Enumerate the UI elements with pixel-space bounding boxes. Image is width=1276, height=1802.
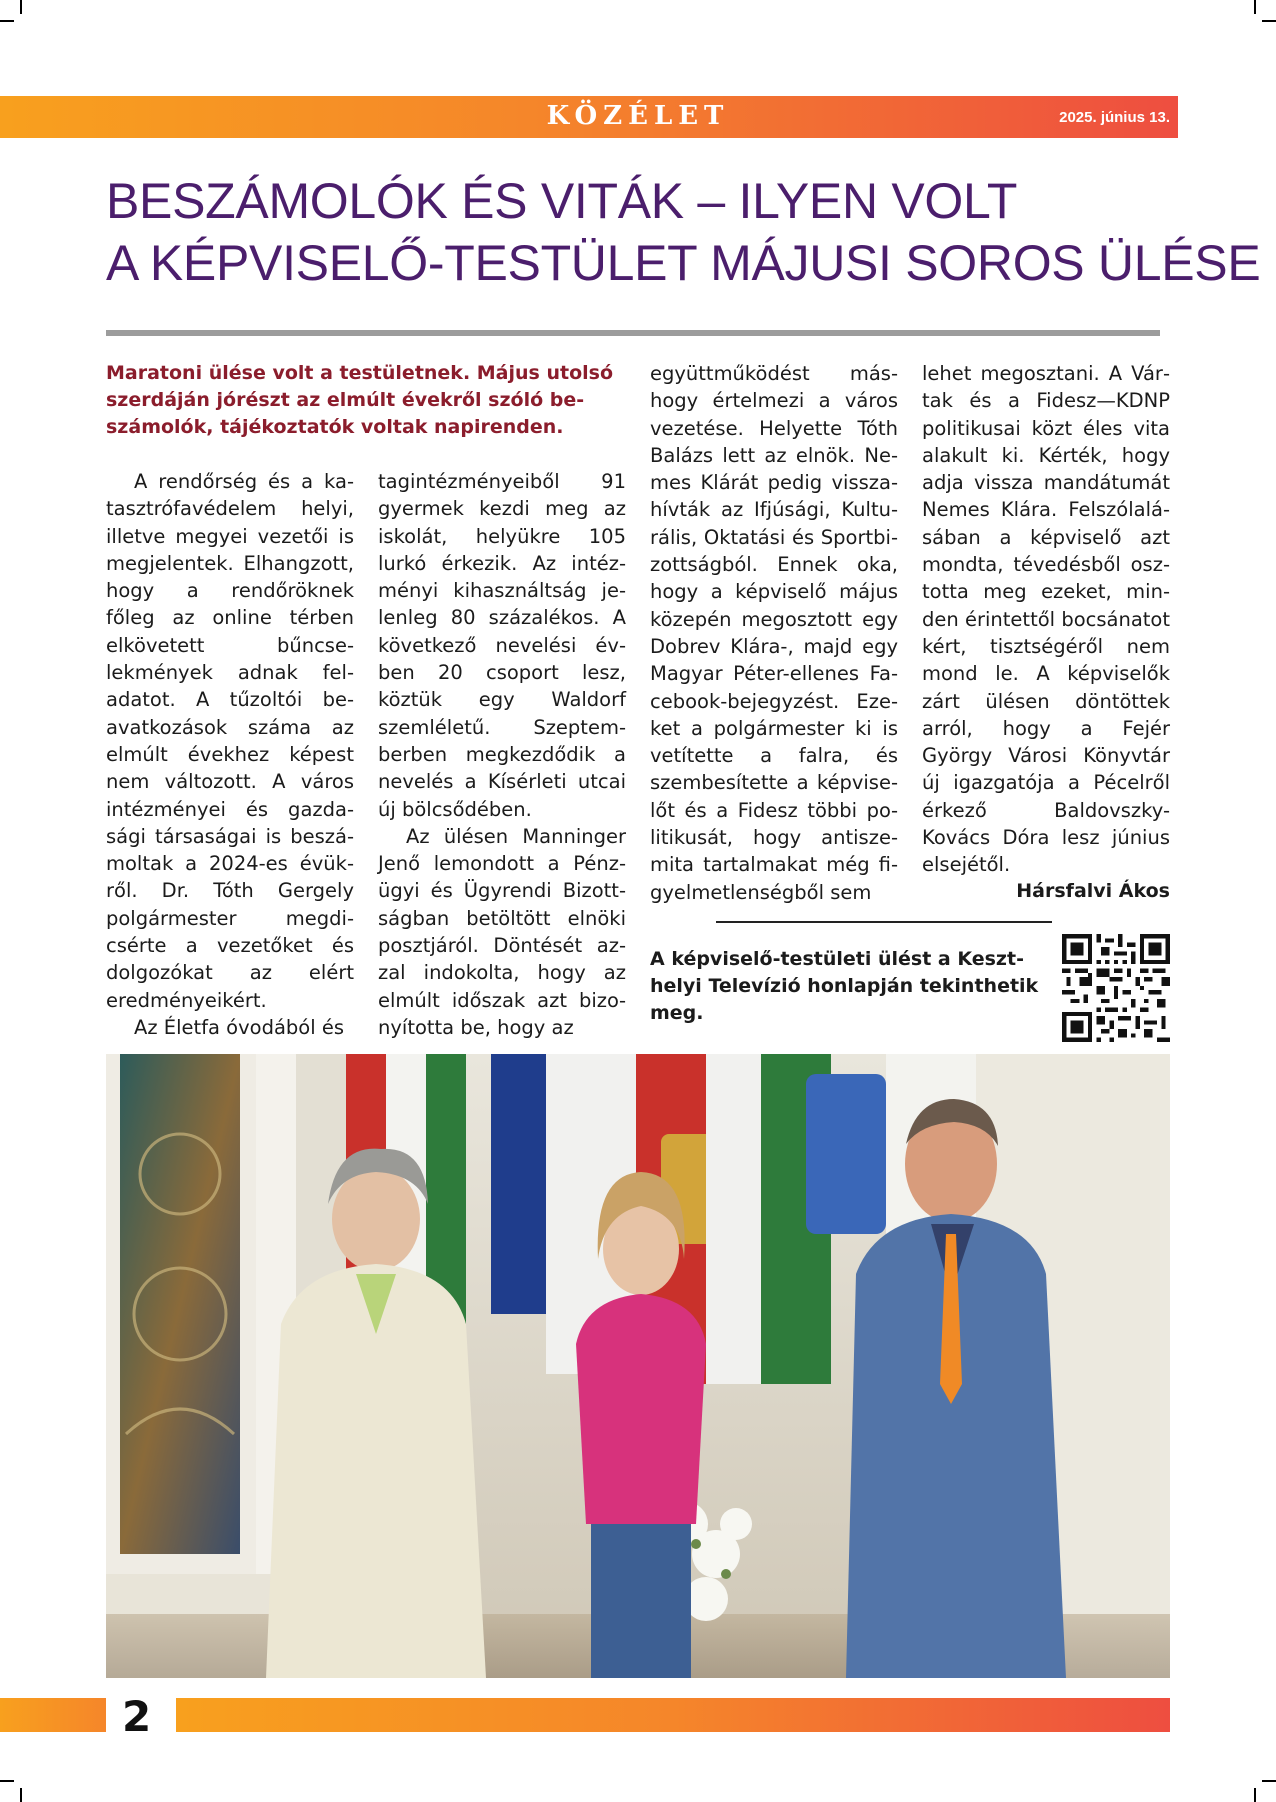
footer-bar-left — [0, 1698, 106, 1732]
paragraph: tagintézményeiből 91 gyermek kezdi meg az iskolát, helyükre 105 lurkó érkezik. Az intézményi kihasználtság jelenleg 80 százalékos. A következő nevelési évben 20 csoport lesz, köztük egy Waldorf szemléletű. Szeptemberben megkezdődik a nevelés a Kísérleti utcai új bölcsődében. — [378, 470, 626, 821]
crop-mark-bottom-left-v — [20, 1788, 22, 1802]
crop-mark-bottom-right — [1262, 1780, 1276, 1782]
crop-mark-top-left-v — [20, 0, 22, 14]
article-column-2 — [378, 468, 626, 1050]
crop-mark-bottom-right-v — [1254, 1788, 1256, 1802]
article-author: Hársfalvi Ákos — [1016, 880, 1170, 902]
article-column-1 — [106, 468, 354, 1050]
note-divider — [716, 921, 1052, 923]
paragraph: lehet megosztani. A Vártak és a Fidesz—KDNP politikusai közt éles vita alakult ki. Kérték, hogy adja vissza mandátumát Nemes Klára. Felszólalásában a képviselő azt mondta, tévedésből osztotta meg ezeket, minden érintettől bocsánatot kért, tisztségéről nem mond le. A képviselők zárt ülésen döntöttek arról, hogy a Fejér György Városi Könyvtár új igazgatója a Pécelről érkező Baldovszky-Kovács Dóra lesz június elsejétől. — [922, 362, 1170, 877]
crop-mark-bottom-left — [0, 1780, 14, 1782]
article-headline — [106, 170, 1261, 294]
crop-mark-top-right — [1262, 20, 1276, 22]
article-lead: Maratoni ülése volt a testületnek. Május utolsó szerdáján jórészt az elmúlt évekről szóló beszámolók, tájékoztatók voltak napirenden. — [106, 362, 614, 438]
article-column-3 — [650, 360, 898, 904]
headline-divider — [106, 330, 1160, 336]
section-label: KÖZÉLET — [546, 101, 730, 131]
article-column-4 — [922, 360, 1170, 880]
paragraph: A rendőrség és a katasztrófavédelem helyi, illetve megyei vezetői is megjelentek. Elhangzott, hogy a rendőröknek főleg az online térben elkövetett bűncselekmények adnak feladatot. A tűzoltói beavatkozások száma az elmúlt évekhez képest nem változott. A város intézményei és gazdasági társaságai is beszámoltak a 2024-es évükről. Dr. Tóth Gergely polgármester megdicsérte a vezetőket és dolgozókat az elért eredményeikért. — [106, 470, 354, 1012]
paragraph: Az Életfa óvodából és — [134, 1015, 344, 1039]
footer-bar-right — [176, 1698, 1170, 1732]
paragraph: együttműködést máshogy értelmezi a város vezetése. Helyette Tóth Balázs lett az elnök. Nemes Klárát pedig visszahívták az Ifjúsági, Kulturális, Oktatási és Sportbizottságból. Ennek oka, hogy a képviselő május közepén megosztott egy Dobrev Klára-, majd egy Magyar Péter-ellenes Facebook-bejegyzést. Ezeket a polgármester ki is vetítette a falra, és szembesítette a képviselőt és a Fidesz többi politikusát, hogy antiszemita tartalmakat még figyelmetlenségből sem — [650, 362, 898, 904]
crop-mark-top-left — [0, 20, 14, 22]
issue-date: 2025. június 13. — [1059, 109, 1170, 126]
headline-line-1: BESZÁMOLÓK ÉS VITÁK – ILYEN VOLT — [106, 173, 1018, 229]
qr-code-icon[interactable] — [1062, 934, 1170, 1042]
page-number: 2 — [122, 1692, 152, 1741]
article-photo — [106, 1054, 1170, 1678]
video-note: A képviselő-testületi ülést a Keszthelyi Televízió honlapján tekinthetik meg. — [650, 948, 1039, 1024]
paragraph: Az ülésen Manninger Jenő lemondott a Pénzügyi és Ügyrendi Bizottságban betöltött elnöki posztjáról. Döntését azzal indokolta, hogy az elmúlt időszak azt bizonyította be, hogy az — [378, 824, 626, 1039]
headline-line-2: A KÉPVISELŐ-TESTÜLET MÁJUSI SOROS ÜLÉSE — [106, 235, 1261, 291]
crop-mark-top-right-v — [1254, 0, 1256, 14]
